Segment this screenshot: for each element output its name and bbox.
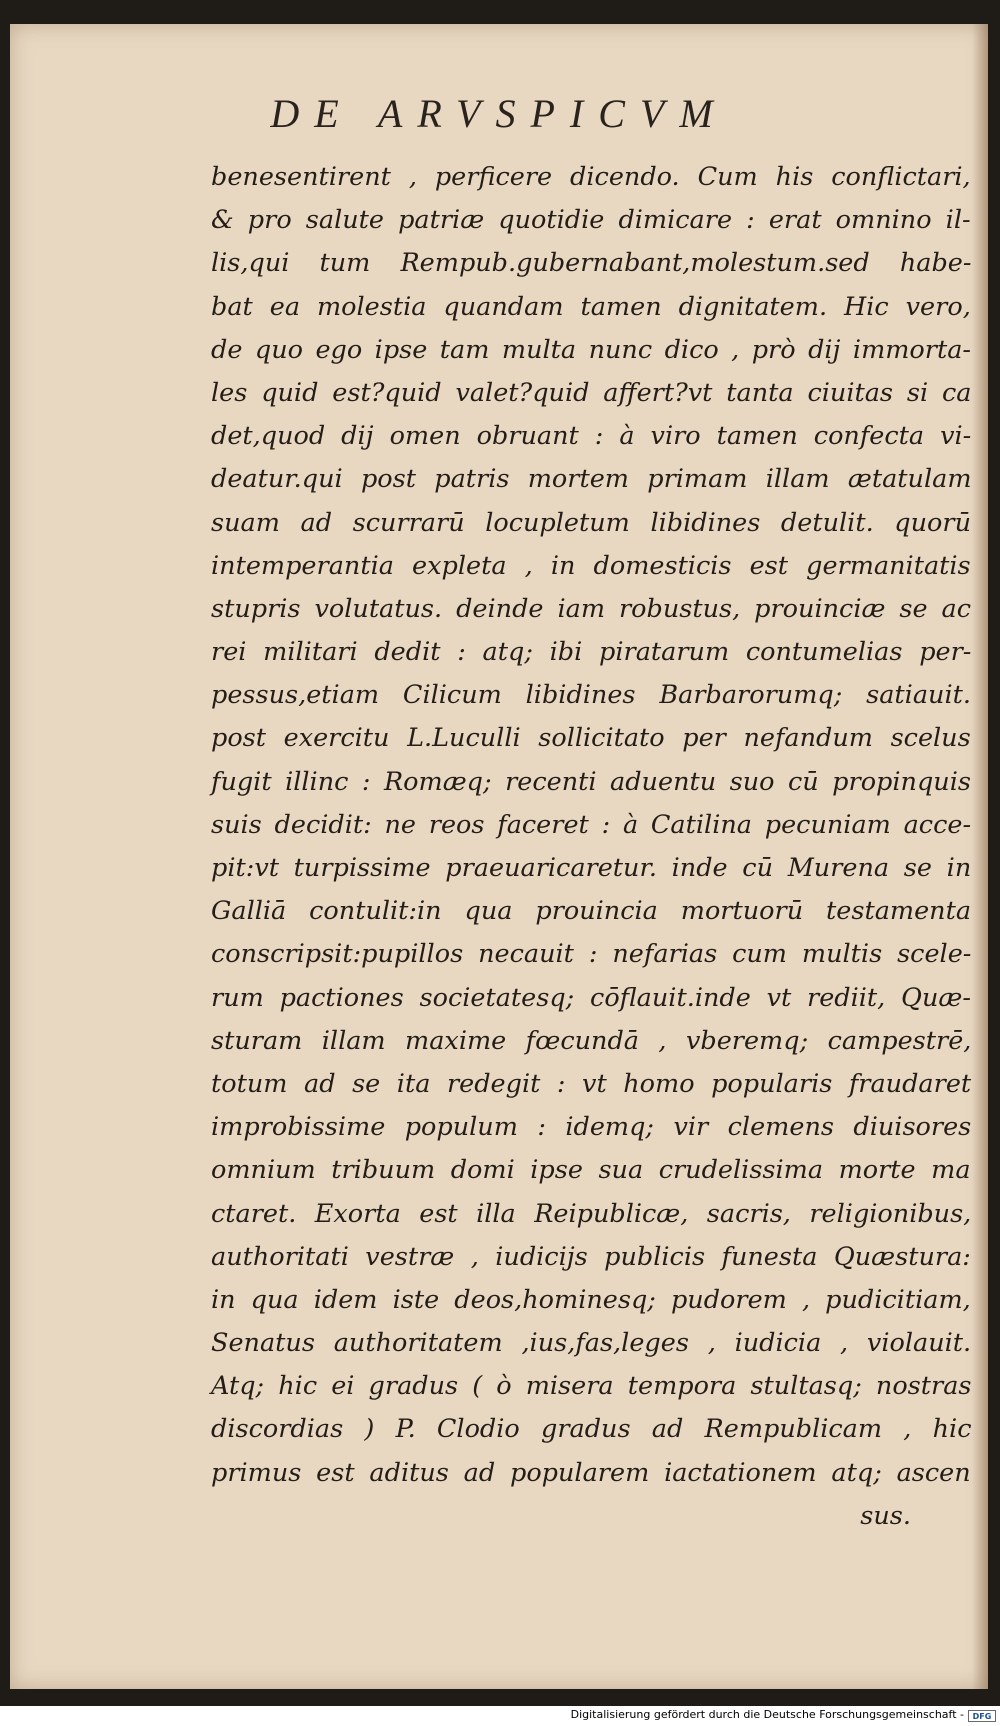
text-line: omnium tribuum domi ipse sua crudelissima morte ma: [211, 1155, 971, 1186]
running-head: DE ARVSPICVM: [270, 91, 728, 136]
text-line: Senatus authoritatem ,ius,fas,leges , iudicia , violauit.: [211, 1328, 972, 1359]
dfg-logo: DFG: [968, 1710, 996, 1722]
page-edge-shadow: [972, 24, 988, 1689]
text-block: [211, 156, 971, 1538]
text-line: lis,qui tum Rempub.gubernabant,molestum.sed habe-: [211, 248, 972, 279]
text-line: rum pactiones societatesq; cōflauit.inde vt rediit, Quæ-: [211, 982, 971, 1013]
text-line: primus est aditus ad popularem iactationem atq; ascen: [211, 1457, 971, 1488]
text-line: pessus,etiam Cilicum libidines Barbarorumq; satiauit.: [211, 680, 971, 711]
text-line: Galliā contulit:in qua prouincia mortuorū testamenta: [211, 896, 972, 927]
text-line: post exercitu L.Luculli sollicitato per nefandum scelus: [211, 723, 971, 754]
text-line: les quid est?quid valet?quid affert?vt tanta ciuitas si ca: [211, 377, 972, 408]
text-line: de quo ego ipse tam multa nunc dico , prò dij immorta-: [211, 334, 972, 365]
text-line: conscripsit:pupillos necauit : nefarias cum multis scele-: [211, 939, 972, 970]
book-page: [10, 24, 988, 1689]
text-line: suam ad scurrarū locupletum libidines detulit. quorū: [211, 507, 972, 538]
text-line: det,quod dij omen obruant : à viro tamen confecta vi-: [211, 421, 972, 452]
footer-attribution: Digitalisierung gefördert durch die Deutsche Forschungsgemeinschaft -: [570, 1708, 964, 1721]
text-line: improbissime populum : idemq; vir clemens diuisores: [211, 1112, 972, 1143]
text-line: pit:vt turpissime praeuaricaretur. inde cū Murena se in: [211, 853, 972, 883]
text-line: bat ea molestia quandam tamen dignitatem. Hic vero,: [211, 291, 971, 322]
text-line: fugit illinc : Romæq; recenti aduentu suo cū propinquis: [211, 766, 971, 797]
text-line: stupris volutatus. deinde iam robustus, prouinciæ se ac: [211, 593, 972, 624]
catchword: sus.: [860, 1500, 911, 1531]
text-line: sturam illam maxime fœcundā , vberemq; campestrē,: [211, 1025, 972, 1056]
text-line: totum ad se ita redegit : vt homo popularis fraudaret: [211, 1068, 972, 1099]
text-line: deatur.qui post patris mortem primam illam ætatulam: [211, 464, 972, 495]
footer-strip: [0, 1706, 1000, 1726]
text-line: ctaret. Exorta est illa Reipublicæ, sacris, religionibus,: [211, 1198, 972, 1229]
text-line: rei militari dedit : atq; ibi piratarum contumelias per-: [211, 637, 972, 668]
text-line: benesentirent , perficere dicendo. Cum his conflictari,: [211, 162, 971, 192]
text-line: authoritati vestræ , iudicijs publicis funesta Quæstura:: [211, 1241, 971, 1272]
text-line: suis decidit: ne reos faceret : à Catilina pecuniam acce-: [211, 809, 972, 840]
text-line: discordias ) P. Clodio gradus ad Rempublicam , hic: [211, 1414, 972, 1445]
text-line: intemperantia expleta , in domesticis est germanitatis: [211, 550, 971, 581]
text-line: Atq; hic ei gradus ( ò misera tempora stultasq; nostras: [211, 1371, 972, 1402]
text-line: in qua idem iste deos,hominesq; pudorem , pudicitiam,: [211, 1284, 971, 1315]
text-line: & pro salute patriæ quotidie dimicare : erat omnino il-: [211, 205, 971, 236]
